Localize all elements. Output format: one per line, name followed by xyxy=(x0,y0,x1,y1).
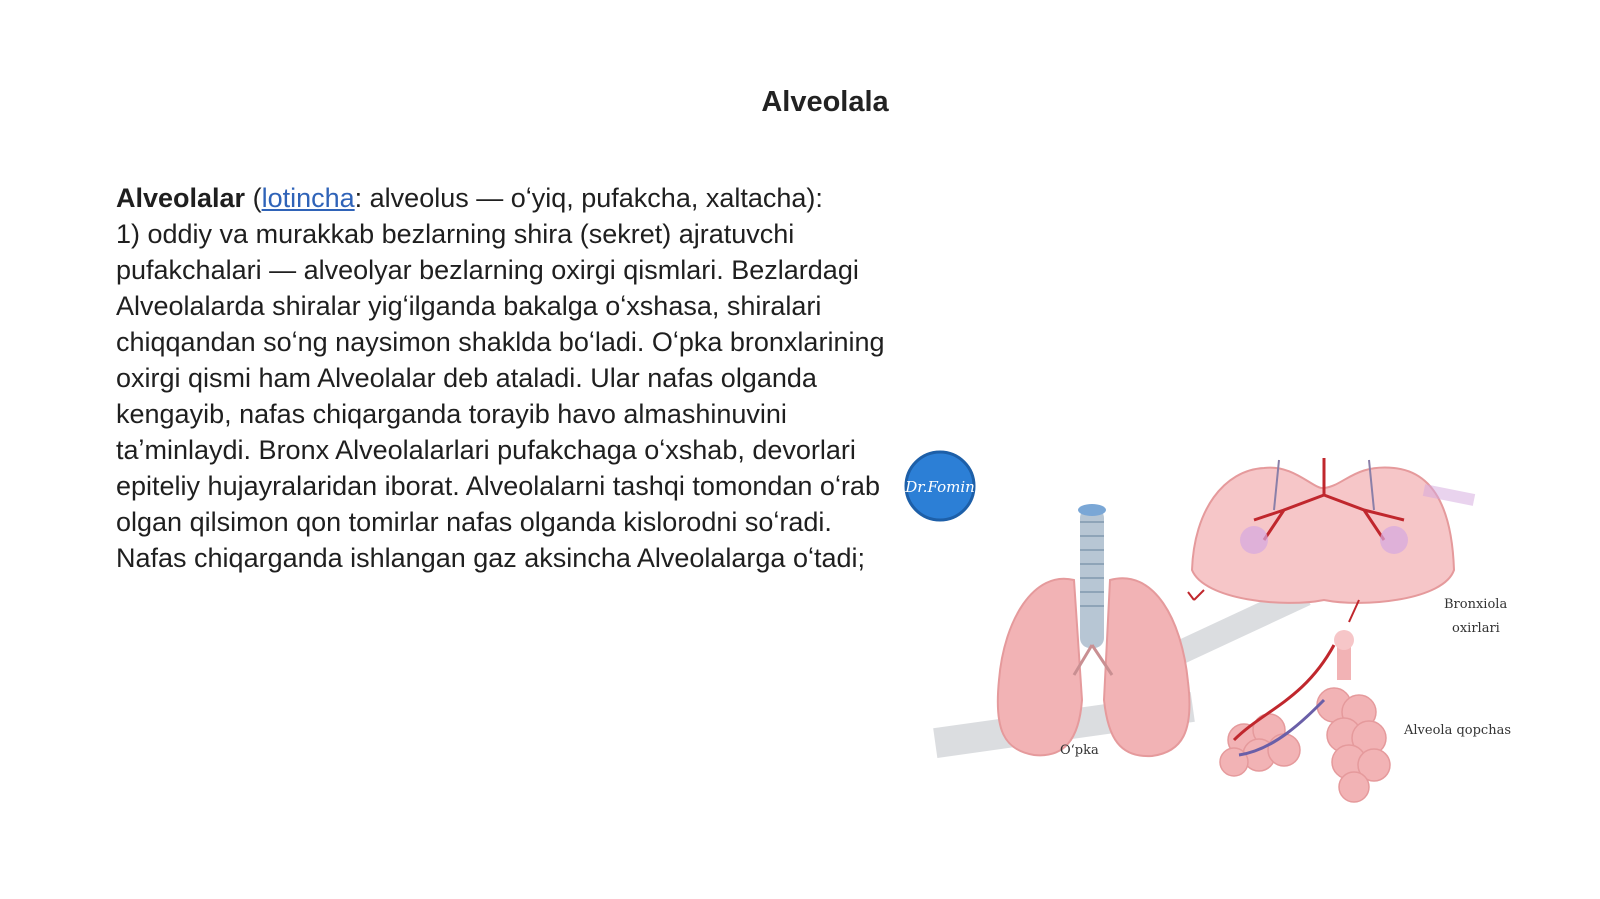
label-alveoli: Alveola qopchas xyxy=(1404,723,1511,738)
label-bronchiole-line1: Bronxiola xyxy=(1444,597,1508,612)
label-lungs: Oʻpka xyxy=(1060,743,1099,758)
logo-text: Dr.Fomin xyxy=(905,478,975,496)
definition-body: 1) oddiy va murakkab bezlarning shira (sekret) ajratuvchi pufakchalari — alveolyar bezlarning oxirgi qismlari. Bezlardagi Alveolalarda shiralar yigʻilganda bakalga oʻxshasa, shiralari chiqqandan soʻng naysimon shaklda boʻladi. Oʻpka bronxlarining oxirgi qismi ham Alveolalar deb ataladi. Ular nafas olganda kengayib, nafas chiqarganda torayib havo almashinuvini taʼminlaydi. Bronx Alveolalarlari pufakchaga oʻxshab, devorlari epiteliy hujayralaridan iborat. Alveolalarni tashqi tomondan oʻrab olgan qilsimon qon tomirlar nafas olganda kislorodni soʻradi. Nafas chiqarganda ishlangan gaz aksincha Alveolalarga oʻtadi; xyxy=(116,219,885,573)
bronchiole-lobe xyxy=(1188,458,1474,622)
trachea xyxy=(1078,504,1106,648)
definition-paragraph xyxy=(116,180,896,576)
logo-badge xyxy=(904,452,975,520)
term-heading: Alveolalar xyxy=(116,183,246,213)
open-paren: ( xyxy=(245,183,262,213)
slide-title: Alveolala xyxy=(761,86,889,118)
lotincha-link[interactable]: lotincha xyxy=(261,183,355,213)
intro-rest: : alveolus — oʻyiq, pufakcha, xaltacha): xyxy=(354,183,823,213)
alveoli-cluster xyxy=(1220,630,1390,802)
lung-illustration-svg xyxy=(904,450,1554,830)
label-bronchiole-line2: oxirlari xyxy=(1452,621,1500,636)
lung-alveoli-illustration xyxy=(904,450,1554,830)
